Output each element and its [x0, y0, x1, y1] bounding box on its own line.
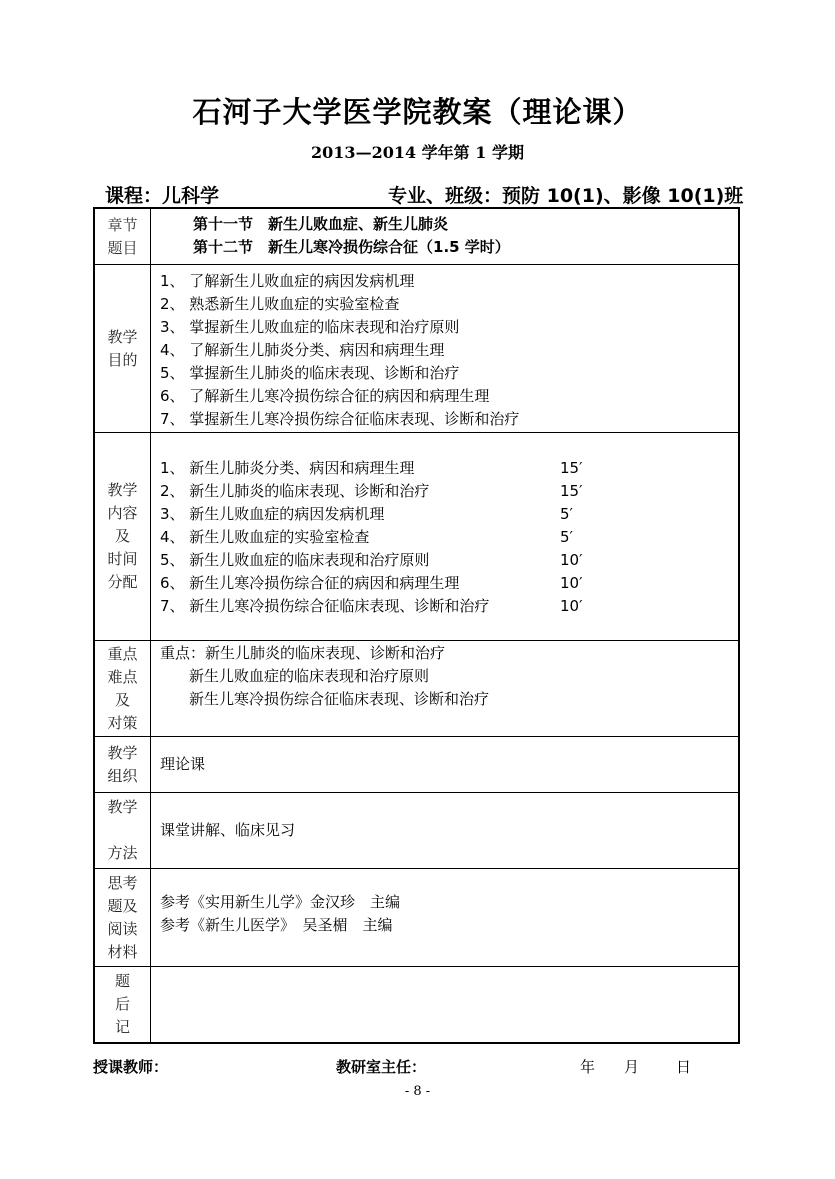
- major-class-label: 专业、班级：预防 10(1)、影像 10(1)班: [388, 185, 744, 207]
- postscript-text: [160, 987, 734, 1010]
- method-value: [160, 819, 734, 842]
- content-time-list: [160, 457, 734, 618]
- postscript-value: [160, 987, 734, 1010]
- keypoint-line: 重点：新生儿肺炎的临床表现、诊断和治疗: [160, 644, 446, 662]
- method-text: 课堂讲解、临床见习: [160, 821, 296, 839]
- postscript-row: [95, 967, 738, 1042]
- list-item: 6、 新生儿寒冷损伤综合征的病因和病理生理 10′: [160, 574, 583, 592]
- lesson-plan-table: [93, 207, 740, 1044]
- list-item: 7、 新生儿寒冷损伤综合征临床表现、诊断和治疗 10′: [160, 597, 583, 615]
- list-item: 5、 掌握新生儿肺炎的临床表现、诊断和治疗: [160, 364, 460, 382]
- list-item: 3、 掌握新生儿败血症的临床表现和治疗原则: [160, 318, 460, 336]
- content-time-row: [95, 433, 738, 641]
- course-label: 课程：儿科学: [105, 185, 220, 207]
- list-item: 2、 熟悉新生儿败血症的实验室检查: [160, 295, 400, 313]
- keypoints-row: [95, 641, 738, 737]
- term-subtitle: 2013—2014 学年第 1 学期: [311, 143, 524, 162]
- keypoint-line: 新生儿寒冷损伤综合征临床表现、诊断和治疗: [189, 690, 490, 708]
- content-time-label: 教学 内容 及 时间 分配: [95, 433, 151, 640]
- list-item: 4、 新生儿败血症的实验室检查 5′: [160, 528, 573, 546]
- objectives-list: [160, 270, 734, 431]
- date-day: 日: [676, 1058, 692, 1076]
- director-label: 教研室主任：: [336, 1058, 427, 1076]
- list-item: 1、 新生儿肺炎分类、病因和病理生理 15′: [160, 459, 583, 477]
- keypoints-content: [160, 642, 734, 711]
- list-item: 3、 新生儿败血症的病因发病机理 5′: [160, 505, 573, 523]
- list-item: 2、 新生儿肺炎的临床表现、诊断和治疗 15′: [160, 482, 583, 500]
- chapter-row: [95, 209, 738, 265]
- list-item: 5、 新生儿败血症的临床表现和治疗原则 10′: [160, 551, 583, 569]
- page-number: - 8 -: [404, 1084, 431, 1099]
- reading-item: 参考《实用新生儿学》金汉珍 主编: [160, 893, 401, 911]
- date-month: 月: [624, 1058, 640, 1076]
- teacher-label: 授课教师：: [93, 1058, 169, 1076]
- objectives-label: 教学 目的: [95, 265, 151, 432]
- method-row: [95, 793, 738, 869]
- keypoints-label: 重点 难点 及 对策: [95, 641, 151, 736]
- list-item: 1、 了解新生儿败血症的病因发病机理: [160, 272, 415, 290]
- reading-list: [160, 891, 734, 937]
- objectives-row: [95, 265, 738, 433]
- reading-row: [95, 869, 738, 967]
- list-item: 4、 了解新生儿肺炎分类、病因和病理生理: [160, 341, 445, 359]
- list-item: 7、 掌握新生儿寒冷损伤综合征临床表现、诊断和治疗: [160, 410, 520, 428]
- reading-label: 思考 题及 阅读 材料: [95, 869, 151, 966]
- postscript-label: 题 后 记: [95, 967, 151, 1042]
- organization-text: 理论课: [160, 755, 206, 773]
- organization-label: 教学 组织: [95, 737, 151, 792]
- method-label: 教学 方法: [95, 793, 151, 868]
- chapter-label: 章节 题目: [95, 209, 151, 264]
- keypoint-line: 新生儿败血症的临床表现和治疗原则: [189, 667, 430, 685]
- reading-item: 参考《新生儿医学》 吴圣楣 主编: [160, 916, 393, 934]
- chapter-content: [193, 213, 734, 259]
- chapter-line: 第十一节 新生儿败血症、新生儿肺炎: [193, 215, 449, 233]
- list-item: 6、 了解新生儿寒冷损伤综合征的病因和病理生理: [160, 387, 490, 405]
- date-year: 年: [580, 1058, 596, 1076]
- organization-row: [95, 737, 738, 793]
- chapter-line: 第十二节 新生儿寒冷损伤综合征（1.5 学时）: [193, 238, 510, 256]
- organization-value: [160, 753, 734, 776]
- page-title: 石河子大学医学院教案（理论课）: [192, 95, 643, 129]
